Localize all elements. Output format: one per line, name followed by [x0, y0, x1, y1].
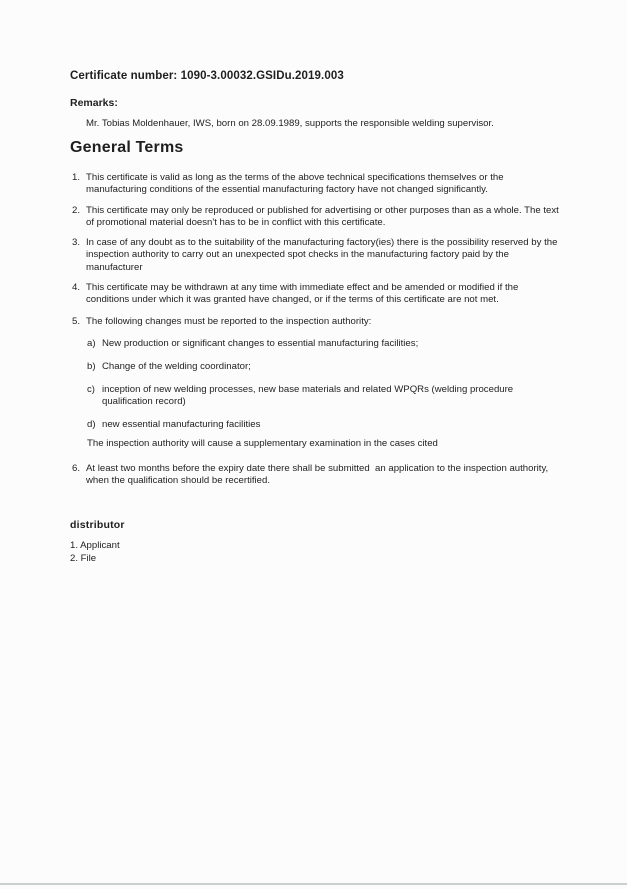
term-number: 1. — [72, 172, 81, 183]
distributor-heading: distributor — [70, 519, 125, 532]
sub-term-letter: a) — [87, 337, 96, 349]
term-text: This certificate may only be reproduced or published for advertising or other purposes than as a whole. The text of promotional material doesn't has to be in conflict with this certificate. — [86, 204, 562, 228]
term-item-6 — [72, 463, 559, 488]
term-number: 4. — [72, 282, 81, 294]
term-text: This certificate may be withdrawn at any time with immediate effect and be amended or modified if the conditions under which it was granted have changed, or if the terms of this certificate are not met. — [86, 282, 521, 306]
certificate-number-line: Certificate number: 1090-3.00032.GSIDu.2019.003 — [70, 70, 344, 82]
remarks-text: Mr. Tobias Moldenhauer, IWS, born on 28.09.1989, supports the responsible welding supervisor. — [86, 118, 494, 129]
term-item-3 — [72, 237, 559, 274]
term-item-1 — [72, 172, 559, 197]
scan-edge-line — [0, 883, 627, 885]
sub-term-text: New production or significant changes to essential manufacturing facilities; — [102, 337, 419, 349]
distribution-item-file: 2. File — [70, 552, 97, 564]
term-number: 3. — [72, 237, 81, 249]
term-number: 2. — [72, 204, 81, 216]
inspection-note: The inspection authority will cause a supplementary examination in the cases cited — [87, 438, 438, 450]
sub-term-item-d — [87, 419, 559, 431]
sub-term-text: Change of the welding coordinator; — [102, 361, 251, 373]
term-text: At least two months before the expiry date there shall be submitted an application to the inspection authority, when the qualification should be recertified. — [86, 462, 551, 487]
general-terms-list — [72, 172, 562, 487]
term-item-2 — [72, 204, 562, 230]
sub-term-letter: d) — [87, 419, 96, 431]
sub-term-item-a — [87, 338, 559, 350]
sub-term-item-b — [87, 361, 559, 373]
term-text: This certificate is valid as long as the terms of the above technical specifications themselves or the manufacturing conditions of the essential manufacturing factory have not changed significantly. — [86, 172, 507, 196]
sub-term-text: new essential manufacturing facilities — [102, 419, 261, 431]
distribution-list — [70, 540, 559, 565]
sub-term-item-c — [87, 384, 559, 409]
term-item-5 — [72, 316, 559, 328]
term-number: 5. — [72, 315, 81, 327]
term-text: The following changes must be reported to the inspection authority: — [86, 315, 372, 327]
remarks-label: Remarks: — [70, 97, 118, 109]
distribution-item-applicant: 1. Applicant — [70, 540, 120, 552]
sub-term-letter: c) — [87, 383, 95, 395]
sub-term-text: inception of new welding processes, new base materials and related WPQRs (welding procedure qualification record) — [102, 383, 516, 407]
term-5-sub-list — [87, 338, 559, 431]
term-text: In case of any doubt as to the suitability of the manufacturing factory(ies) there is the possibility reserved by the inspection authority to carry out an unexpected spot checks in the manufacturing factory paid by the manufacturer — [86, 237, 561, 273]
sub-term-letter: b) — [87, 361, 96, 373]
general-terms-heading: General Terms — [70, 139, 184, 156]
term-number: 6. — [72, 462, 81, 474]
term-item-4 — [72, 282, 559, 307]
